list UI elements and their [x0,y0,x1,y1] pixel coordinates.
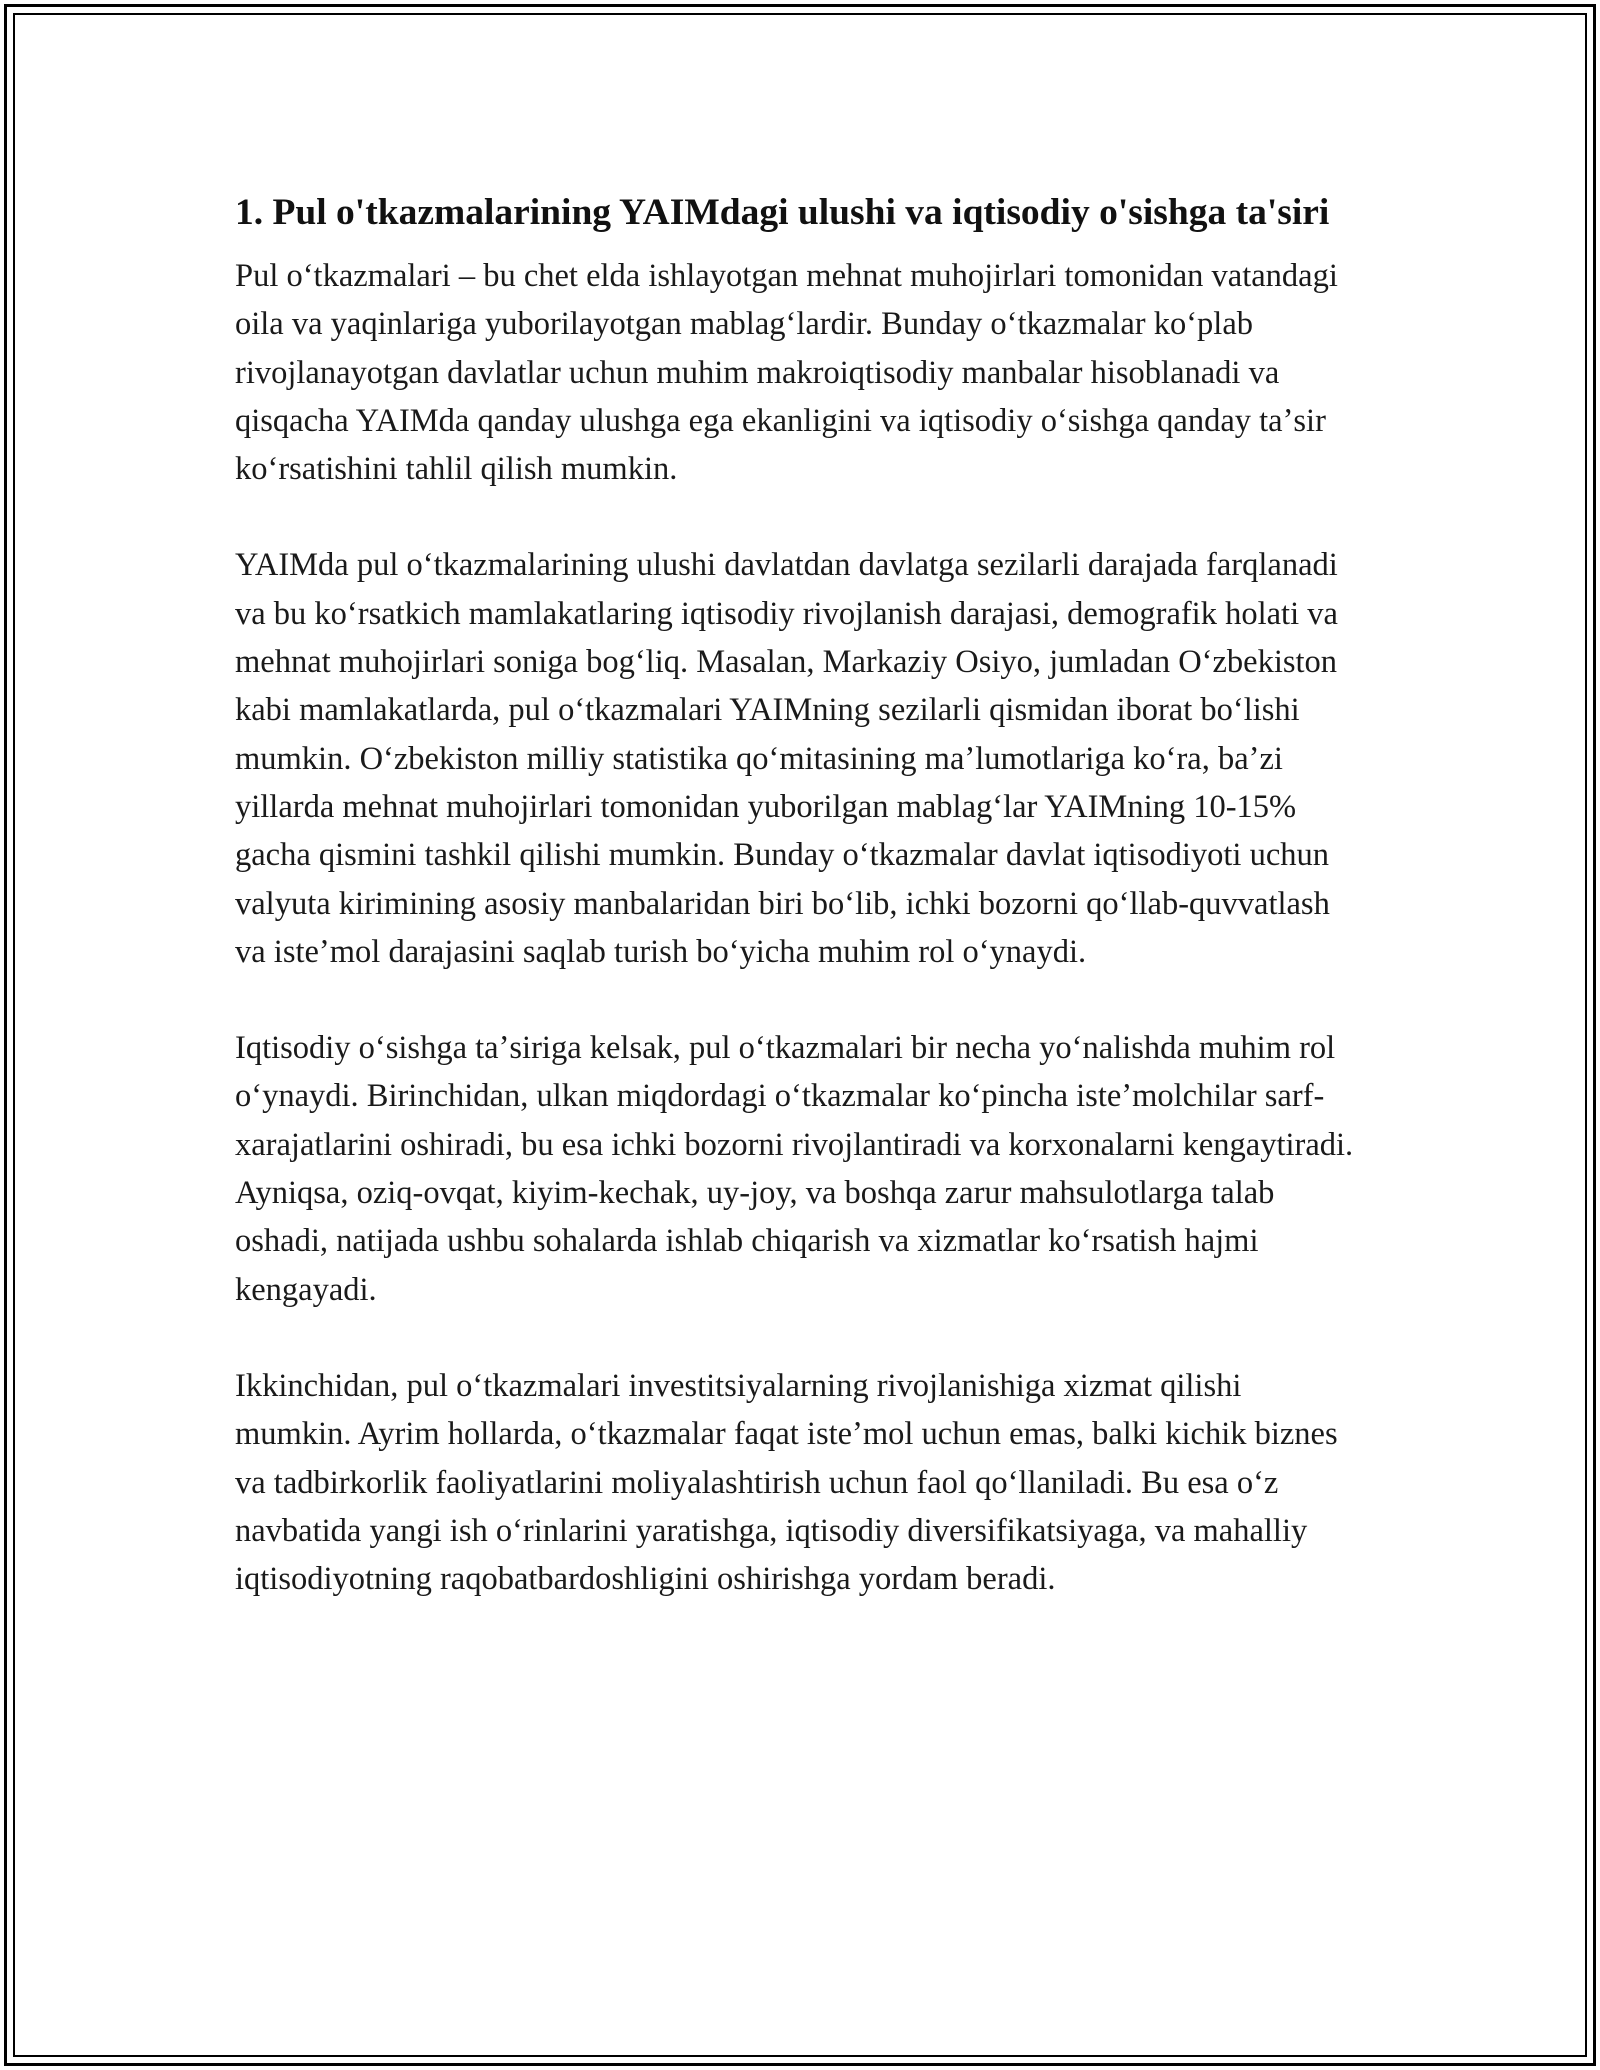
paragraph-4: Ikkinchidan, pul oʻtkazmalari investitsiyalarning rivojlanishiga xizmat qilishi mumkin. Ayrim hollarda, oʻtkazmalar faqat isteʼmol uchun emas, balki kichik biznes va tadbirkorlik faoliyatlarini moliyalashtirish uchun faol qoʻllaniladi. Bu esa oʻz navbatida yangi ish oʻrinlarini yaratishga, iqtisodiy diversifikatsiyaga, va mahalliy iqtisodiyotning raqobatbardoshligini oshirishga yordam beradi. [235,1367,1338,1598]
paragraph-1: Pul oʻtkazmalari – bu chet elda ishlayotgan mehnat muhojirlari tomonidan vatandagi oila va yaqinlariga yuborilayotgan mablagʻlardir. Bunday oʻtkazmalar koʻplab rivojlanayotgan davlatlar uchun muhim makroiqtisodiy manbalar hisoblanadi va qisqacha YAIMda qanday ulushga ega ekanligini va iqtisodiy oʻsishga qanday taʼsir koʻrsatishini tahlil qilish mumkin. [235,258,1338,488]
section-heading: 1. Pul o'tkazmalarining YAIMdagi ulushi va iqtisodiy o'sishga ta'siri [235,192,1330,233]
document-body [235,185,1365,1651]
paragraph-3: Iqtisodiy oʻsishga taʼsiriga kelsak, pul oʻtkazmalari bir necha yoʻnalishda muhim rol oʻynaydi. Birinchidan, ulkan miqdordagi oʻtkazmalar koʻpincha isteʼmolchilar sarf-xarajatlarini oshiradi, bu esa ichki bozorni rivojlantiradi va korxonalarni kengaytiradi. Ayniqsa, oziq-ovqat, kiyim-kechak, uy-joy, va boshqa zarur mahsulotlarga talab oshadi, natijada ushbu sohalarda ishlab chiqarish va xizmatlar koʻrsatish hajmi kengayadi. [235,1030,1354,1308]
paragraph-2: YAIMda pul oʻtkazmalarining ulushi davlatdan davlatga sezilarli darajada farqlanadi va bu koʻrsatkich mamlakatlaring iqtisodiy rivojlanish darajasi, demografik holati va mehnat muhojirlari soniga bogʻliq. Masalan, Markaziy Osiyo, jumladan Oʻzbekiston kabi mamlakatlarda, pul oʻtkazmalari YAIMning sezilarli qismidan iborat boʻlishi mumkin. Oʻzbekiston milliy statistika qoʻmitasining maʼlumotlariga koʻra, baʼzi yillarda mehnat muhojirlari tomonidan yuborilgan mablagʻlar YAIMning 10-15% gacha qismini tashkil qilishi mumkin. Bunday oʻtkazmalar davlat iqtisodiyoti uchun valyuta kirimining asosiy manbalaridan biri boʻlib, ichki bozorni qoʻllab-quvvatlash va isteʼmol darajasini saqlab turish boʻyicha muhim rol oʻynaydi. [235,547,1338,970]
